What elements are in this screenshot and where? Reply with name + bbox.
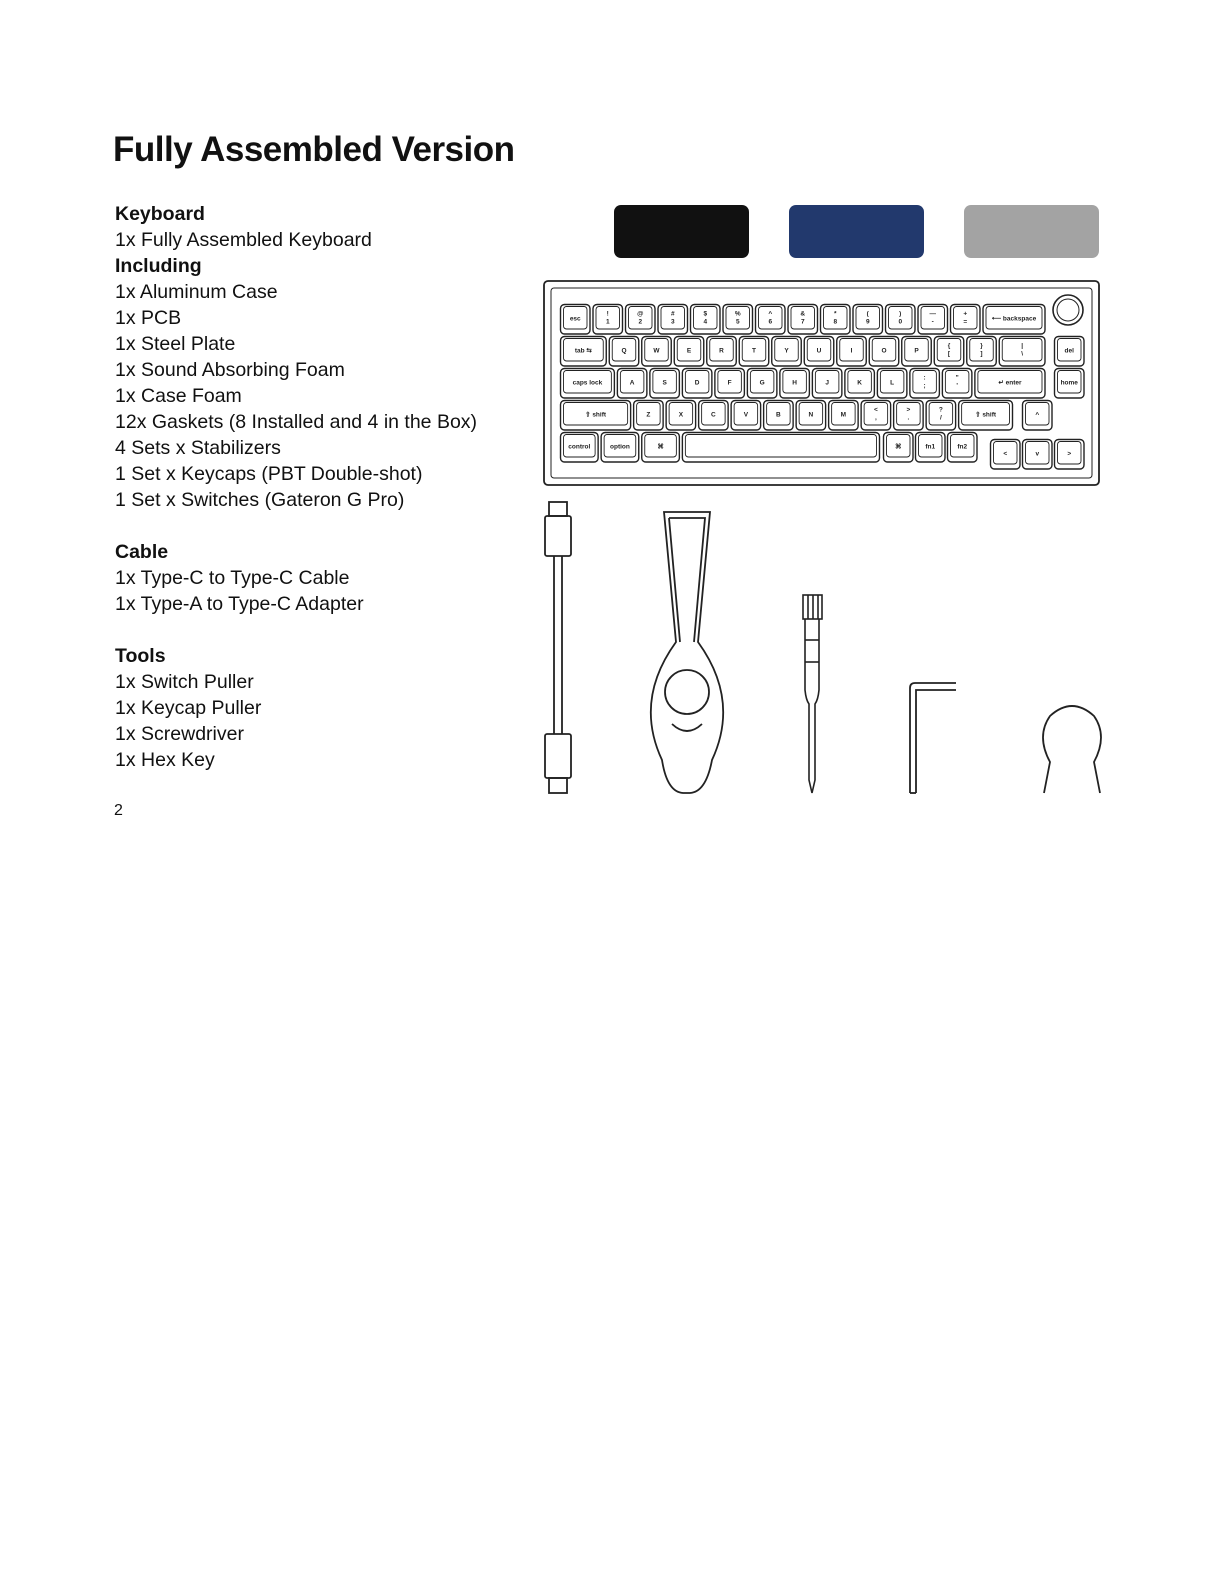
keycap-label: L (890, 379, 895, 387)
keycap (691, 305, 721, 335)
keycap (561, 401, 631, 431)
keycap (999, 337, 1045, 367)
list-item: 1x Case Foam (115, 385, 242, 407)
keycap-label: \ (1021, 350, 1024, 358)
keycap-label: ' (956, 382, 958, 390)
keycap (723, 305, 753, 335)
keycap (561, 433, 599, 463)
keycap (788, 305, 818, 335)
keycap-label: E (686, 347, 692, 355)
page-number: 2 (114, 802, 123, 819)
keycap-label: 3 (670, 318, 675, 326)
keycap-label: [ (947, 350, 951, 358)
keycap-label: | (1021, 342, 1024, 350)
keycap-label: @ (637, 310, 644, 318)
keycap-label: M (840, 411, 847, 419)
keycap (650, 369, 680, 399)
keycap-label: P (914, 347, 919, 355)
page-title: Fully Assembled Version (113, 130, 515, 169)
keycap-label: del (1064, 347, 1074, 355)
keycap-label: ; (923, 382, 926, 390)
keycap (756, 305, 786, 335)
list-item: 4 Sets x Stabilizers (115, 437, 281, 459)
keycap (682, 433, 879, 463)
keycap (1023, 401, 1053, 431)
list-item: 1x Screwdriver (115, 723, 244, 745)
keycap-label: } (980, 342, 983, 350)
keycap-label: J (825, 379, 829, 387)
keycap (829, 401, 859, 431)
keycap-label: 7 (800, 318, 805, 326)
keycap-label: 0 (898, 318, 903, 326)
list-item: 1x Aluminum Case (115, 281, 278, 303)
keycap-label: * (833, 310, 837, 318)
switch-puller-icon (1043, 706, 1101, 793)
keycap (869, 337, 899, 367)
keycap-label: — (929, 310, 936, 318)
keycap (975, 369, 1045, 399)
keycap (739, 337, 769, 367)
keycap-label: ] (980, 350, 983, 358)
keycap-label: + (963, 310, 968, 318)
keycap (731, 401, 761, 431)
keycap (707, 337, 737, 367)
keycap (1023, 440, 1053, 470)
keycap (617, 369, 647, 399)
keycap-label: % (734, 310, 741, 318)
keycap-label: ! (606, 310, 609, 318)
keycap-label: T (752, 347, 756, 355)
list-item: 1x Switch Puller (115, 671, 254, 693)
list-item: 1x Type-A to Type-C Adapter (115, 593, 364, 615)
keycap (642, 337, 672, 367)
keycap (593, 305, 623, 335)
keycap (951, 305, 981, 335)
keycap-label: ↵ enter (998, 379, 1022, 387)
keycap (884, 433, 914, 463)
keycap-label: ( (866, 310, 869, 318)
keycap (948, 433, 978, 463)
keycap-label: I (850, 347, 853, 355)
keycap-label: & (800, 310, 806, 318)
keycap-label: - (931, 318, 934, 326)
keycap-label: X (678, 411, 684, 419)
list-item: 12x Gaskets (8 Installed and 4 in the Box) (115, 411, 478, 433)
keycap (967, 337, 997, 367)
list-item: 1x Steel Plate (115, 333, 236, 355)
keycap-label: V (743, 411, 749, 419)
keycap-label: caps lock (572, 379, 603, 387)
keycap-label: O (881, 347, 887, 355)
keycap (561, 369, 615, 399)
keycap (642, 433, 680, 463)
keycap (747, 369, 777, 399)
keycap (845, 369, 875, 399)
keycap-label: N (808, 411, 814, 419)
keycap-label: ⌘ (895, 443, 902, 451)
hex-key-icon (910, 683, 956, 793)
keycap (812, 369, 842, 399)
list-item: 1x Sound Absorbing Foam (115, 359, 345, 381)
keycap-label: Y (784, 347, 789, 355)
keycap-label: # (670, 310, 675, 318)
keycap-label: ? (938, 406, 943, 414)
list-item: 1x PCB (115, 307, 182, 329)
including-heading: Including (115, 255, 202, 277)
keycap (959, 401, 1013, 431)
keycap-label: B (776, 411, 781, 419)
keycap (902, 337, 932, 367)
keycap-label: home (1060, 379, 1078, 387)
keycap (886, 305, 916, 335)
keycap (682, 369, 712, 399)
keycap (942, 369, 972, 399)
keycap-label: < (1003, 450, 1008, 458)
keycap-label: ⟵ backspace (991, 315, 1037, 323)
keycap (916, 433, 946, 463)
keycap-label: D (694, 379, 700, 387)
cable-heading: Cable (115, 541, 169, 563)
keycap-label: > (1067, 450, 1072, 458)
keycap-label: ^ (768, 310, 773, 318)
list-item: 1x Hex Key (115, 749, 215, 771)
keycap-label: G (759, 379, 765, 387)
keycap (821, 305, 851, 335)
keycap (804, 337, 834, 367)
keycap (926, 401, 956, 431)
keyboard-illustration (544, 281, 1099, 485)
keycap-label: W (653, 347, 660, 355)
keycap (934, 337, 964, 367)
keycap (796, 401, 826, 431)
keycap (674, 337, 704, 367)
keycap (658, 305, 688, 335)
keycap-label: F (727, 379, 732, 387)
tools-heading: Tools (115, 645, 166, 667)
keycap-label: ) (899, 310, 902, 318)
keycap (991, 440, 1021, 470)
keycap-label: : (923, 374, 926, 382)
keycap-label: " (955, 374, 959, 382)
keycap-label: , (874, 414, 877, 422)
keycap-label: 9 (865, 318, 870, 326)
keycap (780, 369, 810, 399)
keycap (877, 369, 907, 399)
keycap-label: ⇧ shift (585, 411, 607, 419)
keycap-label: Q (621, 347, 627, 355)
keycap-label: R (719, 347, 724, 355)
keycap (861, 401, 891, 431)
usb-c-cable-icon (545, 502, 571, 793)
keycap-label: ⇧ shift (975, 411, 997, 419)
keycap-label: v (1035, 450, 1040, 458)
keycap-label: Z (646, 411, 651, 419)
keycap-label: 1 (605, 318, 610, 326)
keycap (837, 337, 867, 367)
screwdriver-icon (803, 595, 822, 793)
list-item: 1x Keycap Puller (115, 697, 262, 719)
keycap (1055, 369, 1085, 399)
list-item: 1x Fully Assembled Keyboard (115, 229, 372, 251)
keycap-label: $ (703, 310, 708, 318)
keycap-label: { (947, 342, 951, 350)
keycap-label: 6 (768, 318, 773, 326)
list-item: 1 Set x Switches (Gateron G Pro) (115, 489, 405, 511)
keycap (983, 305, 1045, 335)
keycap (910, 369, 940, 399)
keycap-label: / (939, 414, 942, 422)
keycap-label: < (873, 406, 878, 414)
keycap-label: K (857, 379, 862, 387)
keycap (609, 337, 639, 367)
keycap (853, 305, 883, 335)
keycap-label: . (907, 414, 910, 422)
keycap (561, 305, 591, 335)
keycap-label: H (792, 379, 797, 387)
keycap (1055, 440, 1085, 470)
keycap-label: ^ (1035, 411, 1040, 419)
keycap (1055, 337, 1085, 367)
keycap-label: fn2 (957, 443, 968, 451)
keycap-label: fn1 (925, 443, 936, 451)
keyboard-heading: Keyboard (115, 203, 205, 225)
keycap (601, 433, 639, 463)
list-item: 1x Type-C to Type-C Cable (115, 567, 350, 589)
keycap (699, 401, 729, 431)
keycap-label: ⌘ (657, 443, 664, 451)
keycap-label: > (906, 406, 911, 414)
keycap-label: tab ⇆ (574, 347, 592, 355)
keycap-label: control (568, 443, 591, 451)
keycap-label: C (711, 411, 716, 419)
keycap-label: 5 (735, 318, 740, 326)
keycap (764, 401, 794, 431)
keycap (715, 369, 745, 399)
keycap-label: 8 (833, 318, 838, 326)
keycap-label: = (963, 318, 968, 326)
list-item: 1 Set x Keycaps (PBT Double-shot) (115, 463, 423, 485)
keycap-label: option (610, 443, 630, 451)
keycap-label: esc (569, 315, 581, 323)
keycap (894, 401, 924, 431)
keycap-label: 2 (638, 318, 643, 326)
keycap (666, 401, 696, 431)
keycap (772, 337, 802, 367)
keycap-puller-icon (651, 512, 723, 793)
keycap (918, 305, 948, 335)
keycap-label: 4 (703, 318, 708, 326)
keycap (561, 337, 607, 367)
keycap-label: U (816, 347, 822, 355)
keycap-label: A (629, 379, 635, 387)
keycap-label: S (662, 379, 667, 387)
keycap (634, 401, 664, 431)
keycap (626, 305, 656, 335)
